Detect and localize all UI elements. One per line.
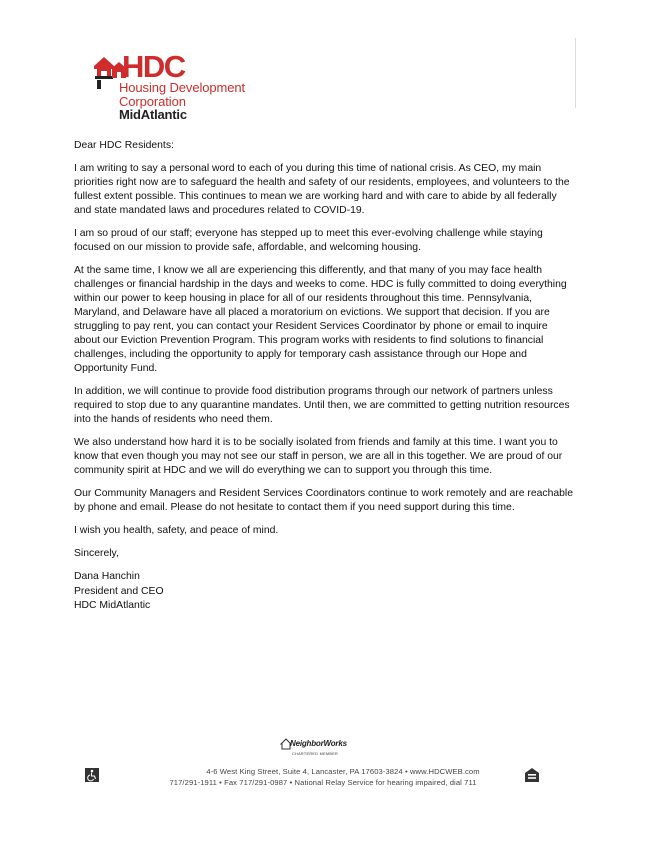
equal-housing-opportunity-icon [524, 767, 540, 783]
signature-block [74, 570, 574, 614]
paragraph: I am so proud of our staff; everyone has stepped up to meet this ever-evolving challenge while staying focused on our mission to provide safe, affordable, and welcoming housing. [74, 228, 543, 253]
paragraph: I wish you health, safety, and peace of mind. [74, 525, 279, 536]
footer-contact: 717/291-1911 • Fax 717/291-0987 • National Relay Service for hearing impaired, dial 711 [169, 778, 477, 787]
paragraph: In addition, we will continue to provide food distribution programs through our network of partners unless required to stop due to any quarantine mandates. Until then, we are committed to getting nutrition resources into the hands of residents who need them. [74, 386, 570, 425]
salutation: Dear HDC Residents: [74, 140, 174, 151]
logo-line-1: Housing Development [119, 80, 246, 95]
hdc-letters: HDC [122, 49, 185, 84]
signer-name: Dana Hanchin [74, 571, 140, 582]
partner-sub: CHARTERED MEMBER [292, 752, 339, 756]
paragraph: I am writing to say a personal word to each of you during this time of national crisis. As CEO, my main priorities right now are to safeguard the health and safety of our residents, employees, and volunteers to the fullest extent possible. This continues to mean we are working hard and with care to abide by all federally and state mandated laws and procedures related to COVID-19. [74, 163, 570, 216]
footer-address: 4-6 West King Street, Suite 4, Lancaster, PA 17603-3824 • www.HDCWEB.com [206, 767, 480, 776]
logo-line-3: MidAtlantic [119, 107, 187, 122]
paragraph: At the same time, I know we all are experiencing this differently, and that many of you may face health challenges or financial hardship in the days and weeks to come. HDC is fully committed to doing everything within our power to keep housing in place for all of our residents throughout this time. Pennsylvania, Maryland, and Delaware have all placed a moratorium on evictions. We support that decision. If you are struggling to pay rent, you can contact your Resident Services Coordinator by phone or email to inquire about our Eviction Prevention Program. This program works with residents to find solutions to financial challenges, including the opportunity to apply for temporary cash assistance through our Hope and Opportunity Fund. [74, 265, 567, 374]
closing: Sincerely, [74, 548, 119, 559]
neighborworks-logo [280, 736, 360, 762]
signer-title: President and CEO [74, 585, 164, 597]
hdc-logo [92, 46, 252, 122]
partner-brand: NeighborWorks [290, 739, 347, 748]
paragraph: We also understand how hard it is to be socially isolated from friends and family at this time. I want you to know that even though you may not see our staff in person, we are all in this together. We are proud of our community spirit at HDC and we will do everything we can to support you through this time. [74, 437, 563, 476]
logo-line-2: Corporation [119, 94, 186, 109]
paragraph: Our Community Managers and Resident Services Coordinators continue to work remotely and are reachable by phone and email. Please do not hesitate to contact them if you need support during this time. [74, 488, 573, 513]
signer-org: HDC MidAtlantic [74, 600, 151, 611]
margin-rule [575, 38, 576, 108]
letter-body [74, 139, 574, 614]
